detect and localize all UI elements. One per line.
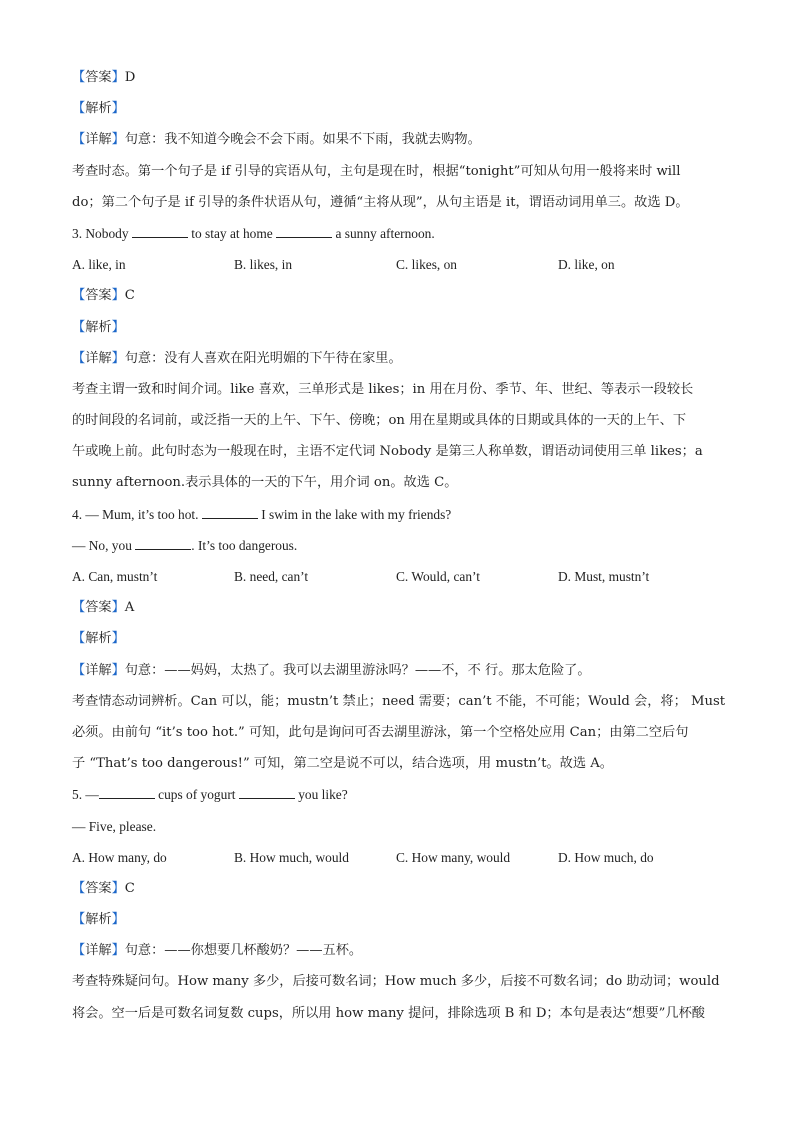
explanation-line: 午或晚上前。此句时态为一般现在时，主语不定代词 Nobody 是第三人称单数，谓语动词使用三单 likes；a <box>72 444 703 460</box>
option-b: B. How much, would <box>234 849 349 865</box>
option-b: B. need, can’t <box>234 569 309 584</box>
explanation-line: 考查特殊疑问句。How many 多少，后接可数名词；How much 多少，后接不可数名词；do 助动词；would <box>72 974 720 990</box>
option-d: D. How much, do <box>558 849 654 865</box>
question-stem-reply: — Five, please. <box>72 818 157 834</box>
option-a: A. like, in <box>72 257 126 273</box>
option-d: D. Must, mustn’t <box>558 569 650 584</box>
explanation-line: 考查主谓一致和时间介词。like 喜欢，三单形式是 likes；in 用在月份、季节、年、世纪、等表示一段较长 <box>72 381 694 397</box>
analysis-label: 【解析】 <box>72 912 125 928</box>
answer-line: 【答案】C <box>72 880 135 896</box>
answer-line: 【答案】D <box>72 70 136 85</box>
options-row <box>72 842 722 873</box>
option-d: D. like, on <box>558 257 615 273</box>
option-c: C. likes, on <box>396 257 458 273</box>
analysis-label: 【解析】 <box>72 319 125 335</box>
explanation-line: 考查情态动词辨析。Can 可以，能；mustn’t 禁止；need 需要；can’t 不能，不可能；Would 会，将； Must <box>72 693 726 709</box>
options-row <box>72 249 722 280</box>
analysis-label: 【解析】 <box>72 101 125 117</box>
option-a: A. How many, do <box>72 849 167 865</box>
detail-line: 【详解】句意：我不知道今晚会不会下雨。如果不下雨，我就去购物。 <box>72 132 481 148</box>
detail-line: 【详解】句意：没有人喜欢在阳光明媚的下午待在家里。 <box>72 350 402 366</box>
answer-line: 【答案】C <box>72 288 135 304</box>
explanation-line: 必须。由前句 “it’s too hot.” 可知，此句是询问可否去湖里游泳，第一个空格处应用 Can；由第二空后句 <box>72 724 689 740</box>
detail-line: 【详解】句意：——你想要几杯酸奶？——五杯。 <box>72 943 363 959</box>
question-stem: 3. Nobody to stay at home a sunny afternoon. <box>72 225 435 241</box>
option-c: C. Would, can’t <box>396 569 480 584</box>
document-page <box>72 62 726 1029</box>
explanation-line: 将会。空一后是可数名词复数 cups，所以用 how many 提问，排除选项 B 和 D；本句是表达“想要”几杯酸 <box>72 1005 705 1021</box>
detail-line: 【详解】句意：——妈妈，太热了。我可以去湖里游泳吗？——不，不 行。那太危险了。 <box>72 662 591 678</box>
question-stem: 5. — cups of yogurt you like? <box>72 787 348 803</box>
explanation-line: sunny afternoon.表示具体的一天的下午，用介词 on。故选 C。 <box>72 475 458 491</box>
analysis-label: 【解析】 <box>72 631 125 647</box>
option-c: C. How many, would <box>396 849 511 865</box>
question-stem: 4. — Mum, it’s too hot. I swim in the lake with my friends? <box>72 506 452 522</box>
question-stem-reply: — No, you . It’s too dangerous. <box>72 537 298 553</box>
option-b: B. likes, in <box>234 257 293 273</box>
explanation-line: 的时间段的名词前，或泛指一天的上午、下午、傍晚；on 用在星期或具体的日期或具体的一天的上午、下 <box>72 413 687 429</box>
explanation-line: 考查时态。第一个句子是 if 引导的宾语从句，主句是现在时，根据“tonight”可知从句用一般将来时 will <box>72 163 681 179</box>
option-a: A. Can, mustn’t <box>72 569 158 584</box>
explanation-line: 子 “That’s too dangerous!” 可知，第二空是说不可以，结合选项，用 mustn’t。故选 A。 <box>72 756 613 772</box>
answer-line: 【答案】A <box>72 600 135 616</box>
explanation-line: do；第二个句子是 if 引导的条件状语从句，遵循“主将从现”，从句主语是 it，谓语动词用单三。故选 D。 <box>72 194 689 210</box>
options-row <box>72 561 722 592</box>
